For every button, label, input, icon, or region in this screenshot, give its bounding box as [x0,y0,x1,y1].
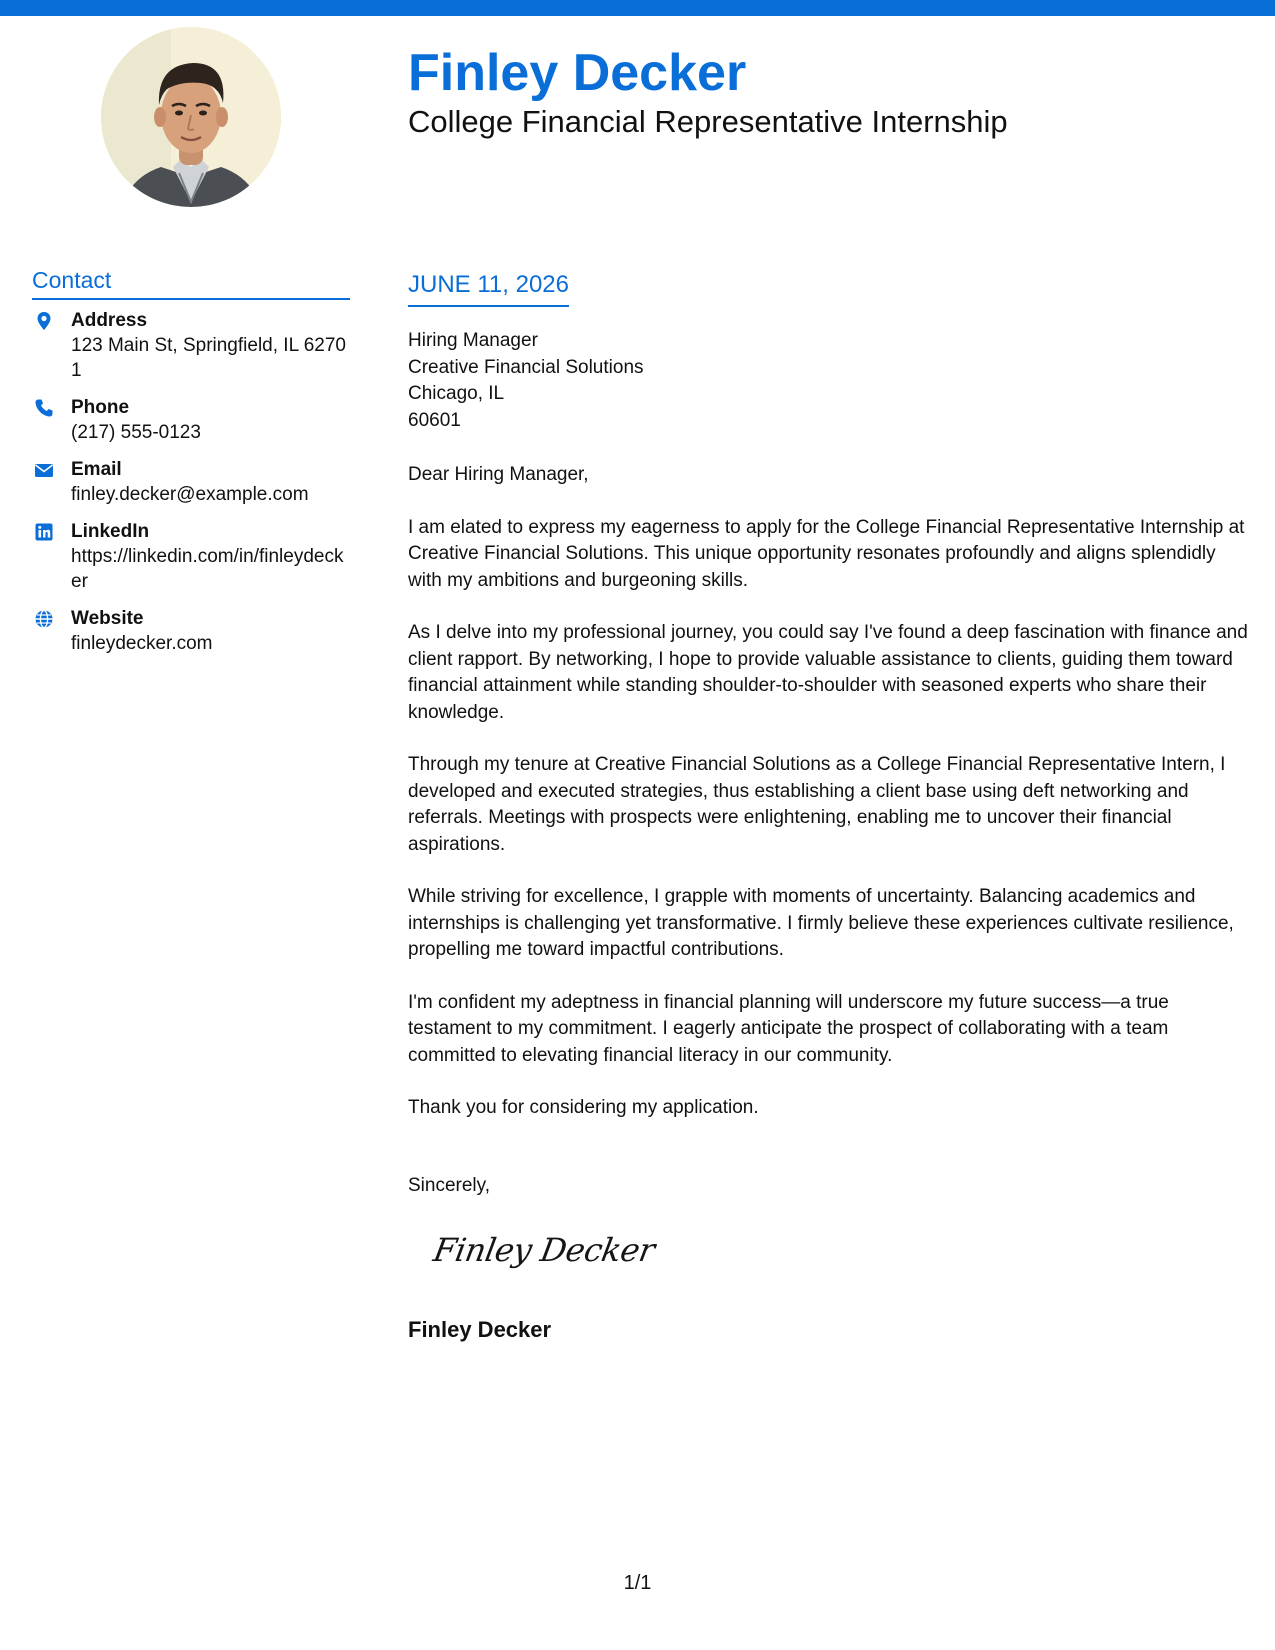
letter-paragraph: I am elated to express my eagerness to apply for the College Financial Representative Internship at Creative Financial Solutions. This unique opportunity resonates profoundly and aligns splendidly with my ambitions and burgeoning skills. [408,516,1245,591]
recipient-name: Hiring Manager [408,330,538,351]
job-title: College Financial Representative Internship [408,104,1008,139]
signoff-name: Finley Decker [408,1317,552,1342]
letter-paragraph: While striving for excellence, I grapple with moments of uncertainty. Balancing academics and internships is challenging yet transformative. I firmly believe these experiences cultivate resilience, propelling me toward impactful contributions. [408,886,1234,960]
globe-icon [34,609,54,629]
letter-paragraph: As I delve into my professional journey, you could say I've found a deep fascination with finance and client rapport. By networking, I hope to provide valuable assistance to clients, guiding them toward financial attainment while standing shoulder-to-shoulder with seasoned experts who share their knowledge. [408,622,1248,723]
website-label: Website [71,608,144,629]
accent-top-bar [0,0,1275,16]
letter-paragraph: Thank you for considering my application. [408,1097,759,1118]
letter-paragraph: I'm confident my adeptness in financial planning will underscore my future success—a true testament to my commitment. I eagerly anticipate the prospect of collaborating with a team committed to elevating financial literacy in our community. [408,991,1169,1066]
contact-item-email [32,457,352,507]
salutation: Dear Hiring Manager, [408,464,589,485]
contact-item-address [32,308,352,383]
letter-paragraph: Through my tenure at Creative Financial Solutions as a College Financial Representative Intern, I developed and executed strategies, thus establishing a client base using deft networking and referrals. Meetings with prospects were enlightening, enabling me to uncover their financial aspirations. [408,754,1226,855]
letter-body [408,462,1253,1148]
website-link[interactable]: finleydecker.com [71,633,213,654]
recipient-city: Chicago, IL [408,383,505,404]
profile-photo [101,27,281,207]
address-value: 123 Main St, Springfield, IL 62701 [71,335,346,381]
contact-item-website [32,606,352,656]
recipient-company: Creative Financial Solutions [408,356,644,378]
phone-value: (217) 555-0123 [71,422,201,443]
closing: Sincerely, [408,1175,491,1196]
address-label: Address [71,310,148,331]
contact-heading: Contact [32,265,350,300]
email-label: Email [71,459,122,480]
recipient-zip: 60601 [408,409,461,431]
profile-photo-illustration [101,27,281,207]
phone-label: Phone [71,397,130,418]
recipient-block [408,328,644,434]
page-number: 1/1 [623,1572,652,1594]
handwritten-signature: Finley Decker [430,1231,658,1269]
letter-date: JUNE 11, 2026 [408,269,569,307]
linkedin-label: LinkedIn [71,521,150,542]
phone-icon [34,398,54,418]
contact-item-phone [32,395,352,445]
linkedin-icon [34,522,54,542]
map-pin-icon [34,311,54,331]
contact-item-linkedin [32,519,352,594]
candidate-name: Finley Decker [408,44,747,102]
linkedin-link[interactable]: https://linkedin.com/in/finleydecker [71,546,344,592]
email-link[interactable]: finley.decker@example.com [71,484,309,505]
email-icon [34,460,54,480]
contact-list [32,308,352,668]
